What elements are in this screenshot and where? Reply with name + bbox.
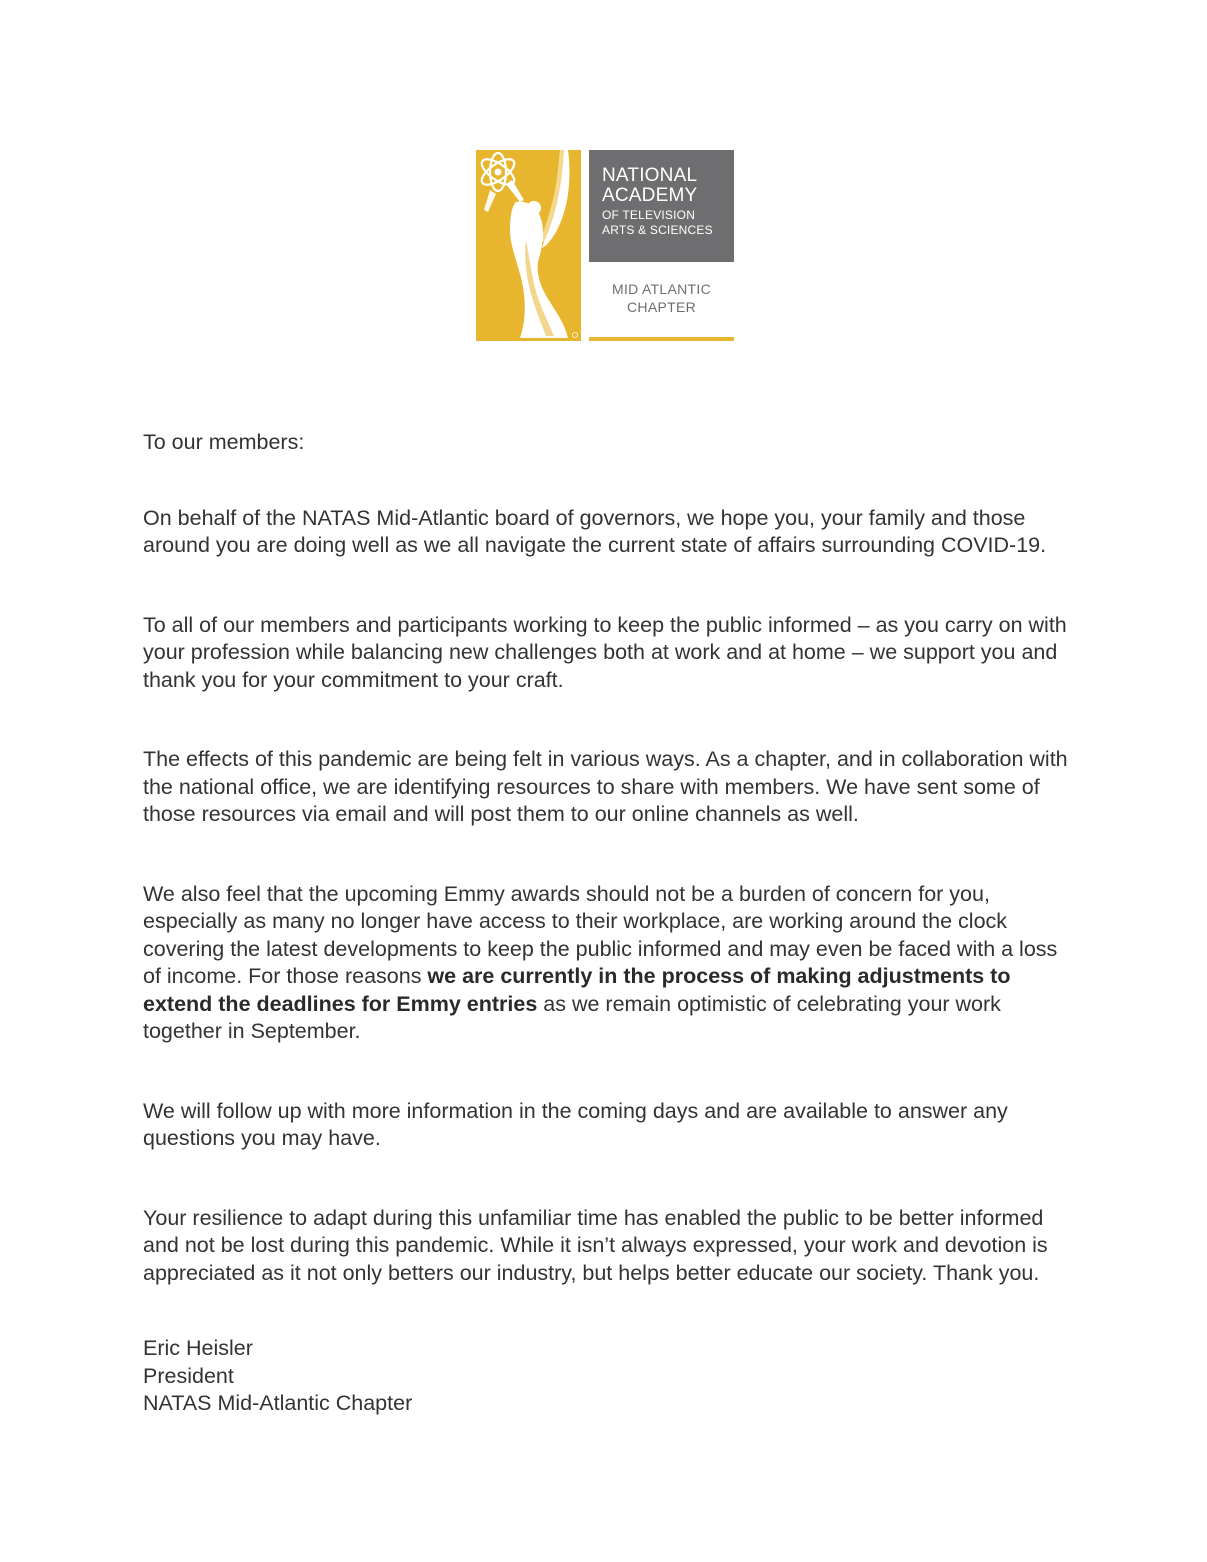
paragraph: The effects of this pandemic are being felt in various ways. As a chapter, and in collaboration with the national office, we are identifying resources to share with members. We have sent some of those resources via email and will post them to our online channels as well. [143,747,1068,826]
chapter-name-line: MID ATLANTIC [611,281,712,297]
chapter-name [589,280,734,316]
signer-organization: NATAS Mid-Atlantic Chapter [143,1391,413,1415]
paragraph: We will follow up with more information in the coming days and are available to answer any questions you may have. [143,1098,1008,1150]
signer-name: Eric Heisler [143,1336,253,1360]
paragraph [143,881,1078,1046]
academy-name-line: OF TELEVISION [602,208,696,222]
logo-divider [589,337,734,341]
natas-logo [476,150,734,342]
emphasized-text: we are currently in the process of making adjustments to extend the deadlines for Emmy entries [143,964,1011,1016]
paragraph-text: We also feel that the upcoming Emmy awards should not be a burden of concern for you, especially as many no longer have access to their workplace, are working around the clock covering the latest developments to keep the public informed and may even be faced with a loss of income. For those reasons [143,881,1058,988]
academy-name-line: ARTS & SCIENCES [602,223,713,237]
signer-title: President [143,1363,234,1388]
paragraph-text: as we remain optimistic of celebrating your work together in September. [143,991,1001,1043]
chapter-name-line: CHAPTER [627,299,696,315]
paragraph: On behalf of the NATAS Mid-Atlantic board of governors, we hope you, your family and those around you are doing well as we all navigate the current state of affairs surrounding COVID-19. [143,505,1047,557]
paragraph: To all of our members and participants working to keep the public informed – as you carry on with your profession while balancing new challenges both at work and at home – we support you and thank you for your commitment to your craft. [143,612,1067,692]
paragraph: Your resilience to adapt during this unfamiliar time has enabled the public to be better informed and not be lost during this pandemic. While it isn’t always expressed, your work and devotion is appreciated as it not only betters our industry, but helps better educate our society. Thank you. [143,1205,1048,1285]
salutation: To our members: [143,430,305,454]
academy-name-block [589,150,734,262]
academy-name-line: NATIONAL [602,165,698,186]
academy-name-line: ACADEMY [602,185,698,206]
signature-block [143,1335,1078,1418]
emmy-statuette-icon [476,150,581,341]
emmy-statuette-panel [476,150,581,341]
letter-body [143,429,1078,1418]
